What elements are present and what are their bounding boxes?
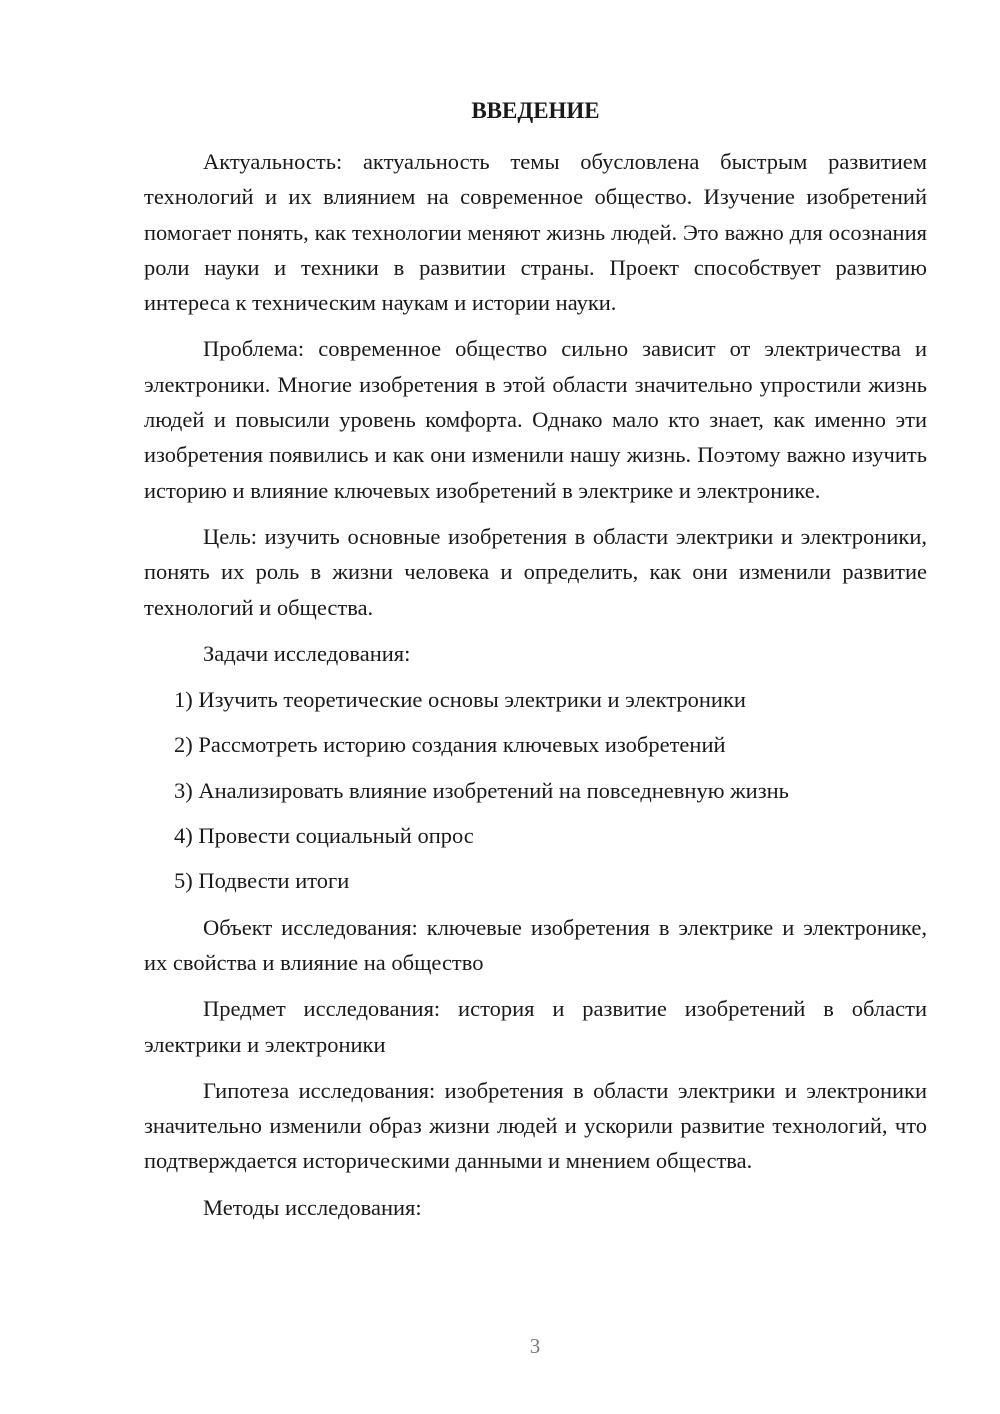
relevance-paragraph: Актуальность: актуальность темы обусловлена быстрым развитием технологий и их влиянием на современное общество. Изучение изобретений помогает понять, как технологии меняют жизнь людей. Это важно для осознания роли науки и техники в развитии страны. Проект способствует развитию интереса к техническим наукам и истории науки. bbox=[144, 149, 927, 316]
list-item: 1) Изучить теоретические основы электрики и электроники bbox=[174, 687, 746, 713]
hypothesis-paragraph: Гипотеза исследования: изобретения в области электрики и электроники значительно изменили образ жизни людей и ускорили развитие технологий, что подтверждается историческими данными и мнением общества. bbox=[144, 1077, 927, 1174]
goal-paragraph: Цель: изучить основные изобретения в области электрики и электроники, понять их роль в жизни человека и определить, как они изменили развитие технологий и общества. bbox=[144, 523, 927, 620]
page-title: ВВЕДЕНИЕ bbox=[471, 98, 600, 123]
tasks-list bbox=[144, 682, 927, 898]
document-body bbox=[144, 144, 927, 1236]
page-number: 3 bbox=[529, 1334, 541, 1358]
tasks-heading: Задачи исследования: bbox=[203, 640, 411, 666]
methods-heading: Методы исследования: bbox=[203, 1194, 422, 1220]
list-item: 4) Провести социальный опрос bbox=[174, 823, 474, 849]
problem-paragraph: Проблема: современное общество сильно зависит от электричества и электроники. Многие изобретения в этой области значительно упростили жизнь людей и повысили уровень комфорта. Однако мало кто знает, как именно эти изобретения появились и как они изменили нашу жизнь. Поэтому важно изучить историю и влияние ключевых изобретений в электрике и электронике. bbox=[144, 336, 927, 503]
list-item: 2) Рассмотреть историю создания ключевых изобретений bbox=[174, 732, 726, 758]
list-item: 5) Подвести итоги bbox=[174, 868, 350, 894]
object-paragraph: Объект исследования: ключевые изобретения в электрике и электронике, их свойства и влияние на общество bbox=[144, 914, 927, 975]
list-item: 3) Анализировать влияние изобретений на повседневную жизнь bbox=[174, 777, 789, 803]
subject-paragraph: Предмет исследования: история и развитие изобретений в области электрики и электроники bbox=[144, 996, 927, 1057]
